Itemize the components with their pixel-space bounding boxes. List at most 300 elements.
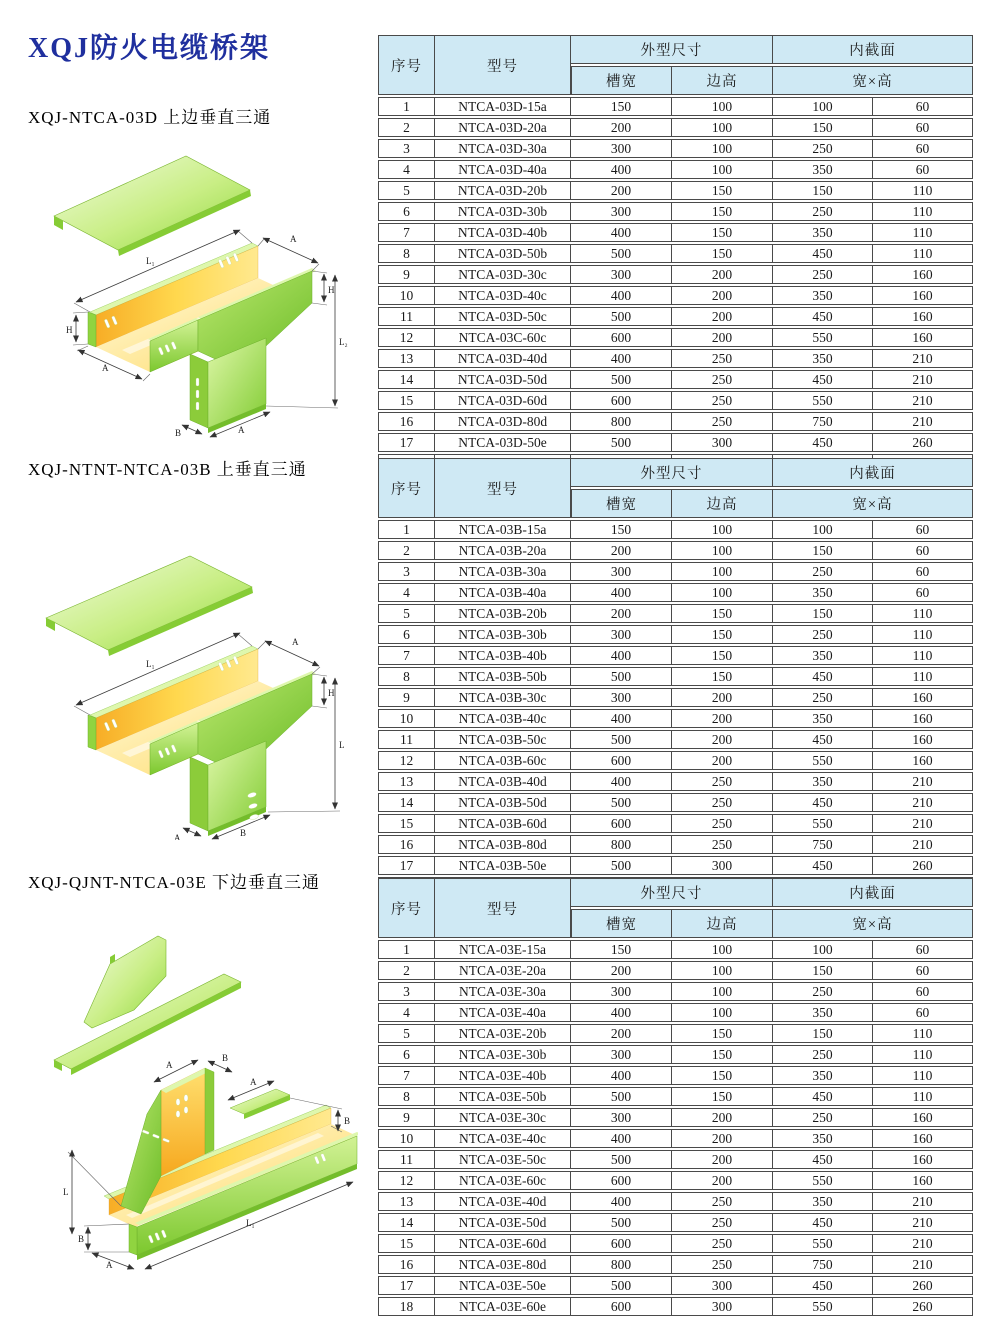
- cell-inner-height: 110: [873, 625, 973, 644]
- table-row: [378, 541, 973, 560]
- cell-model: NTCA-03C-60c: [435, 328, 571, 347]
- cell-groove-width: 400: [571, 772, 672, 791]
- dim-label-l2: L₂: [339, 337, 348, 347]
- table-row: [378, 1192, 973, 1211]
- cell-side-height: 200: [672, 1129, 773, 1148]
- cell-inner-height: 60: [873, 541, 973, 560]
- cell-inner-height: 110: [873, 244, 973, 263]
- cell-index: 3: [378, 139, 435, 158]
- cell-groove-width: 500: [571, 307, 672, 326]
- col-header-index: 序号: [378, 878, 435, 938]
- dim-label-h-left: H: [66, 325, 73, 335]
- cell-inner-height: 110: [873, 1024, 973, 1043]
- dim-label-b-stem: B: [222, 1053, 229, 1063]
- cell-index: 11: [378, 1150, 435, 1169]
- cell-model: NTCA-03B-50e: [435, 856, 571, 875]
- cell-side-height: 100: [672, 961, 773, 980]
- cell-model: NTCA-03D-30a: [435, 139, 571, 158]
- table-row: [378, 181, 973, 200]
- cell-model: NTCA-03E-50e: [435, 1276, 571, 1295]
- cell-inner-width: 150: [773, 604, 873, 623]
- cell-groove-width: 400: [571, 583, 672, 602]
- cell-side-height: 150: [672, 646, 773, 665]
- cell-inner-width: 450: [773, 1150, 873, 1169]
- cell-inner-height: 260: [873, 856, 973, 875]
- cell-model: NTCA-03B-20b: [435, 604, 571, 623]
- cell-side-height: 150: [672, 625, 773, 644]
- cell-inner-width: 550: [773, 1234, 873, 1253]
- cell-inner-height: 210: [873, 1192, 973, 1211]
- cell-inner-width: 350: [773, 160, 873, 179]
- cell-index: 3: [378, 562, 435, 581]
- cell-inner-width: 150: [773, 1024, 873, 1043]
- cell-index: 4: [378, 160, 435, 179]
- cell-side-height: 100: [672, 583, 773, 602]
- cell-inner-width: 150: [773, 541, 873, 560]
- cell-index: 9: [378, 1108, 435, 1127]
- spec-table-03d: [378, 33, 973, 475]
- diagram-top-edge-vertical-tee-03d: [18, 152, 358, 442]
- cell-side-height: 200: [672, 286, 773, 305]
- dim-label-b: B: [175, 428, 182, 438]
- cell-inner-height: 160: [873, 1129, 973, 1148]
- cell-groove-width: 400: [571, 1129, 672, 1148]
- cell-side-height: 100: [672, 139, 773, 158]
- cell-index: 15: [378, 814, 435, 833]
- table-row: [378, 709, 973, 728]
- cell-inner-width: 350: [773, 583, 873, 602]
- dim-label-a-bottom: A: [238, 425, 245, 435]
- cell-side-height: 100: [672, 940, 773, 959]
- cell-model: NTCA-03B-50d: [435, 793, 571, 812]
- cell-groove-width: 300: [571, 982, 672, 1001]
- table-row: [378, 412, 973, 431]
- cell-model: NTCA-03E-60e: [435, 1297, 571, 1316]
- cell-inner-width: 350: [773, 349, 873, 368]
- cell-inner-width: 250: [773, 562, 873, 581]
- cell-side-height: 150: [672, 223, 773, 242]
- table-row: [378, 772, 973, 791]
- cell-inner-width: 350: [773, 1192, 873, 1211]
- cell-model: NTCA-03B-30c: [435, 688, 571, 707]
- cell-model: NTCA-03E-60d: [435, 1234, 571, 1253]
- section-heading-03b: XQJ-NTNT-NTCA-03B 上垂直三通: [28, 460, 307, 479]
- cell-inner-width: 550: [773, 751, 873, 770]
- dim-label-h-right: H: [328, 688, 335, 698]
- cell-inner-height: 60: [873, 118, 973, 137]
- cell-inner-width: 450: [773, 793, 873, 812]
- page-title: XQJ防火电缆桥架: [28, 33, 271, 64]
- cell-groove-width: 200: [571, 1024, 672, 1043]
- cell-inner-width: 350: [773, 1066, 873, 1085]
- cell-side-height: 250: [672, 370, 773, 389]
- spec-table-03b: [378, 456, 973, 898]
- cell-inner-width: 750: [773, 412, 873, 431]
- col-header-model: 型号: [435, 458, 571, 518]
- table-row: [378, 1213, 973, 1232]
- cell-groove-width: 200: [571, 604, 672, 623]
- cell-index: 17: [378, 1276, 435, 1295]
- cell-groove-width: 200: [571, 541, 672, 560]
- cell-side-height: 150: [672, 202, 773, 221]
- table-row: [378, 118, 973, 137]
- cell-groove-width: 500: [571, 667, 672, 686]
- diagram-bottom-edge-vertical-tee-03e: [18, 912, 358, 1297]
- table-row: [378, 961, 973, 980]
- cell-inner-width: 450: [773, 856, 873, 875]
- cell-inner-height: 160: [873, 1108, 973, 1127]
- cell-groove-width: 500: [571, 1150, 672, 1169]
- cell-model: NTCA-03D-50c: [435, 307, 571, 326]
- cell-model: NTCA-03B-40c: [435, 709, 571, 728]
- cell-side-height: 300: [672, 433, 773, 452]
- table-row: [378, 391, 973, 410]
- col-header-outer-size: 外型尺寸: [571, 878, 773, 907]
- cell-index: 6: [378, 625, 435, 644]
- cell-groove-width: 400: [571, 646, 672, 665]
- cell-groove-width: 300: [571, 1045, 672, 1064]
- dim-label-a-top: A: [292, 637, 299, 647]
- cell-model: NTCA-03B-15a: [435, 520, 571, 539]
- cell-inner-width: 450: [773, 307, 873, 326]
- cell-inner-height: 210: [873, 349, 973, 368]
- cell-inner-width: 450: [773, 667, 873, 686]
- cell-inner-width: 550: [773, 391, 873, 410]
- table-row: [378, 97, 973, 116]
- cell-model: NTCA-03E-30c: [435, 1108, 571, 1127]
- cell-side-height: 250: [672, 814, 773, 833]
- cell-groove-width: 150: [571, 97, 672, 116]
- cell-model: NTCA-03E-80d: [435, 1255, 571, 1274]
- cell-inner-width: 350: [773, 286, 873, 305]
- cell-model: NTCA-03B-80d: [435, 835, 571, 854]
- cell-side-height: 300: [672, 1276, 773, 1295]
- table-row: [378, 1066, 973, 1085]
- cell-side-height: 250: [672, 1192, 773, 1211]
- cell-inner-height: 60: [873, 961, 973, 980]
- cell-side-height: 300: [672, 1297, 773, 1316]
- cell-side-height: 250: [672, 412, 773, 431]
- cell-side-height: 150: [672, 604, 773, 623]
- cell-groove-width: 200: [571, 118, 672, 137]
- cell-index: 15: [378, 1234, 435, 1253]
- table-row: [378, 1171, 973, 1190]
- cell-index: 13: [378, 1192, 435, 1211]
- table-row: [378, 265, 973, 284]
- table-body: [378, 97, 973, 473]
- cell-index: 12: [378, 751, 435, 770]
- cell-index: 16: [378, 412, 435, 431]
- table-body: [378, 520, 973, 896]
- table-row: [378, 1045, 973, 1064]
- cell-model: NTCA-03D-20b: [435, 181, 571, 200]
- cell-inner-height: 160: [873, 1171, 973, 1190]
- cell-side-height: 200: [672, 709, 773, 728]
- cell-inner-height: 60: [873, 97, 973, 116]
- cell-side-height: 250: [672, 349, 773, 368]
- cell-side-height: 200: [672, 265, 773, 284]
- table-row: [378, 202, 973, 221]
- cell-model: NTCA-03D-30c: [435, 265, 571, 284]
- cell-inner-height: 210: [873, 793, 973, 812]
- cell-inner-height: 110: [873, 604, 973, 623]
- cell-groove-width: 500: [571, 370, 672, 389]
- cell-inner-height: 60: [873, 562, 973, 581]
- cell-side-height: 200: [672, 1171, 773, 1190]
- col-header-outer-size: 外型尺寸: [571, 458, 773, 487]
- cell-groove-width: 300: [571, 202, 672, 221]
- cell-inner-width: 450: [773, 1276, 873, 1295]
- cell-index: 4: [378, 583, 435, 602]
- cell-index: 17: [378, 433, 435, 452]
- cell-inner-width: 450: [773, 1087, 873, 1106]
- table-row: [378, 286, 973, 305]
- col-header-width-x-height: 宽×高: [773, 66, 973, 95]
- cell-groove-width: 400: [571, 1003, 672, 1022]
- cell-side-height: 250: [672, 772, 773, 791]
- dim-label-l-left: L: [63, 1187, 69, 1197]
- cell-inner-width: 350: [773, 646, 873, 665]
- dim-label-h-right: H: [328, 285, 335, 295]
- cell-index: 17: [378, 856, 435, 875]
- col-header-inner-section: 内截面: [773, 35, 973, 64]
- cell-inner-height: 110: [873, 1066, 973, 1085]
- cell-index: 10: [378, 286, 435, 305]
- cell-index: 10: [378, 709, 435, 728]
- cell-model: NTCA-03E-60c: [435, 1171, 571, 1190]
- spec-table-03e: [378, 876, 973, 1318]
- section-heading-03e: XQJ-QJNT-NTCA-03E 下边垂直三通: [28, 873, 321, 892]
- cell-side-height: 100: [672, 160, 773, 179]
- cell-inner-height: 60: [873, 160, 973, 179]
- table-row: [378, 307, 973, 326]
- cell-side-height: 150: [672, 181, 773, 200]
- cell-side-height: 200: [672, 730, 773, 749]
- cell-groove-width: 500: [571, 856, 672, 875]
- dim-label-b-right: B: [344, 1116, 351, 1126]
- col-header-model: 型号: [435, 878, 571, 938]
- diagram-top-vertical-tee-03b: [18, 500, 358, 840]
- table-row: [378, 520, 973, 539]
- cell-model: NTCA-03D-50d: [435, 370, 571, 389]
- cell-side-height: 250: [672, 793, 773, 812]
- cell-index: 5: [378, 604, 435, 623]
- cell-inner-height: 210: [873, 391, 973, 410]
- cell-inner-height: 60: [873, 520, 973, 539]
- table-row: [378, 688, 973, 707]
- cell-model: NTCA-03E-20b: [435, 1024, 571, 1043]
- cell-inner-width: 150: [773, 961, 873, 980]
- cell-model: NTCA-03B-60c: [435, 751, 571, 770]
- dim-label-l1: L₁: [246, 1218, 255, 1228]
- cell-index: 13: [378, 772, 435, 791]
- cell-model: NTCA-03B-50c: [435, 730, 571, 749]
- cell-groove-width: 600: [571, 1171, 672, 1190]
- cell-inner-width: 450: [773, 244, 873, 263]
- cell-model: NTCA-03E-50b: [435, 1087, 571, 1106]
- table-row: [378, 751, 973, 770]
- table-row: [378, 793, 973, 812]
- cell-inner-width: 350: [773, 223, 873, 242]
- cell-inner-width: 100: [773, 940, 873, 959]
- cell-inner-width: 250: [773, 1045, 873, 1064]
- cell-side-height: 150: [672, 1066, 773, 1085]
- cell-index: 14: [378, 370, 435, 389]
- table-row: [378, 328, 973, 347]
- cell-index: 12: [378, 328, 435, 347]
- cell-index: 12: [378, 1171, 435, 1190]
- cell-inner-height: 160: [873, 709, 973, 728]
- table-row: [378, 1276, 973, 1295]
- cell-index: 10: [378, 1129, 435, 1148]
- table-row: [378, 370, 973, 389]
- tray-body: [88, 646, 316, 775]
- cell-model: NTCA-03D-50e: [435, 433, 571, 452]
- cell-model: NTCA-03D-80d: [435, 412, 571, 431]
- dim-label-l1: L₁: [146, 659, 155, 669]
- tray-body: [88, 243, 316, 372]
- cell-model: NTCA-03B-40b: [435, 646, 571, 665]
- table-row: [378, 940, 973, 959]
- cell-groove-width: 600: [571, 328, 672, 347]
- cell-index: 15: [378, 391, 435, 410]
- cell-inner-width: 550: [773, 814, 873, 833]
- cell-inner-width: 350: [773, 1003, 873, 1022]
- table-row: [378, 667, 973, 686]
- cell-model: NTCA-03E-40d: [435, 1192, 571, 1211]
- cell-inner-height: 160: [873, 1150, 973, 1169]
- cell-inner-height: 110: [873, 1087, 973, 1106]
- table-row: [378, 835, 973, 854]
- cell-model: NTCA-03B-60d: [435, 814, 571, 833]
- cell-inner-width: 250: [773, 202, 873, 221]
- table-header: [378, 35, 973, 95]
- cell-index: 16: [378, 1255, 435, 1274]
- cell-model: NTCA-03D-40c: [435, 286, 571, 305]
- table-row: [378, 646, 973, 665]
- dim-label-a-stem: A: [166, 1060, 173, 1070]
- cell-side-height: 250: [672, 391, 773, 410]
- cell-model: NTCA-03D-30b: [435, 202, 571, 221]
- cell-index: 11: [378, 307, 435, 326]
- cell-groove-width: 400: [571, 160, 672, 179]
- table-row: [378, 982, 973, 1001]
- dim-label-a-bottom: A: [174, 833, 181, 840]
- col-header-width-x-height: 宽×高: [773, 909, 973, 938]
- col-header-side-height: 边高: [672, 489, 773, 518]
- cell-inner-width: 550: [773, 1297, 873, 1316]
- cell-side-height: 250: [672, 835, 773, 854]
- cell-side-height: 250: [672, 1213, 773, 1232]
- cell-inner-height: 160: [873, 751, 973, 770]
- table-row: [378, 160, 973, 179]
- table-row: [378, 1003, 973, 1022]
- cell-inner-height: 210: [873, 835, 973, 854]
- table-row: [378, 1297, 973, 1316]
- cell-side-height: 100: [672, 1003, 773, 1022]
- cell-index: 9: [378, 265, 435, 284]
- dim-label-a-bottom: A: [106, 1260, 113, 1270]
- cell-inner-width: 100: [773, 97, 873, 116]
- cell-inner-height: 60: [873, 940, 973, 959]
- cell-model: NTCA-03B-50b: [435, 667, 571, 686]
- cell-inner-width: 350: [773, 1129, 873, 1148]
- cell-inner-height: 60: [873, 583, 973, 602]
- cell-index: 2: [378, 118, 435, 137]
- cell-inner-width: 250: [773, 265, 873, 284]
- cell-side-height: 200: [672, 688, 773, 707]
- cell-groove-width: 800: [571, 1255, 672, 1274]
- cell-inner-width: 250: [773, 139, 873, 158]
- cell-inner-height: 60: [873, 1003, 973, 1022]
- cell-inner-height: 210: [873, 1234, 973, 1253]
- cell-model: NTCA-03B-30a: [435, 562, 571, 581]
- cell-index: 18: [378, 1297, 435, 1316]
- cell-inner-height: 160: [873, 688, 973, 707]
- cell-side-height: 150: [672, 244, 773, 263]
- cell-side-height: 150: [672, 1045, 773, 1064]
- cell-index: 6: [378, 202, 435, 221]
- cell-groove-width: 500: [571, 730, 672, 749]
- cell-index: 4: [378, 1003, 435, 1022]
- table-row: [378, 1024, 973, 1043]
- table-row: [378, 814, 973, 833]
- cell-side-height: 100: [672, 118, 773, 137]
- cell-inner-height: 210: [873, 772, 973, 791]
- dim-label-l1: L₁: [146, 256, 155, 266]
- cell-side-height: 250: [672, 1255, 773, 1274]
- cell-side-height: 200: [672, 751, 773, 770]
- cell-index: 14: [378, 793, 435, 812]
- cell-groove-width: 500: [571, 1087, 672, 1106]
- cell-groove-width: 500: [571, 793, 672, 812]
- dim-label-b-bottom: B: [240, 828, 247, 838]
- table-row: [378, 856, 973, 875]
- cell-side-height: 250: [672, 1234, 773, 1253]
- cell-groove-width: 400: [571, 349, 672, 368]
- cell-inner-height: 110: [873, 181, 973, 200]
- cell-model: NTCA-03E-15a: [435, 940, 571, 959]
- cell-groove-width: 300: [571, 265, 672, 284]
- cell-model: NTCA-03E-40c: [435, 1129, 571, 1148]
- cell-inner-width: 750: [773, 1255, 873, 1274]
- cell-inner-width: 350: [773, 772, 873, 791]
- cell-inner-height: 260: [873, 433, 973, 452]
- col-header-index: 序号: [378, 35, 435, 95]
- cell-inner-height: 110: [873, 223, 973, 242]
- col-header-inner-section: 内截面: [773, 878, 973, 907]
- col-header-groove-width: 槽宽: [571, 66, 672, 95]
- cell-index: 6: [378, 1045, 435, 1064]
- cell-inner-height: 210: [873, 1213, 973, 1232]
- cell-index: 2: [378, 541, 435, 560]
- table-row: [378, 244, 973, 263]
- cell-model: NTCA-03D-40b: [435, 223, 571, 242]
- cell-side-height: 150: [672, 1024, 773, 1043]
- cell-inner-width: 350: [773, 709, 873, 728]
- cell-model: NTCA-03D-20a: [435, 118, 571, 137]
- cell-model: NTCA-03E-50d: [435, 1213, 571, 1232]
- cell-inner-width: 450: [773, 1213, 873, 1232]
- cell-index: 8: [378, 667, 435, 686]
- cell-index: 7: [378, 646, 435, 665]
- table-header: [378, 878, 973, 938]
- cell-model: NTCA-03E-40b: [435, 1066, 571, 1085]
- table-row: [378, 583, 973, 602]
- dim-label-a-cap: A: [250, 1077, 257, 1087]
- cell-inner-height: 160: [873, 730, 973, 749]
- cell-model: NTCA-03E-30a: [435, 982, 571, 1001]
